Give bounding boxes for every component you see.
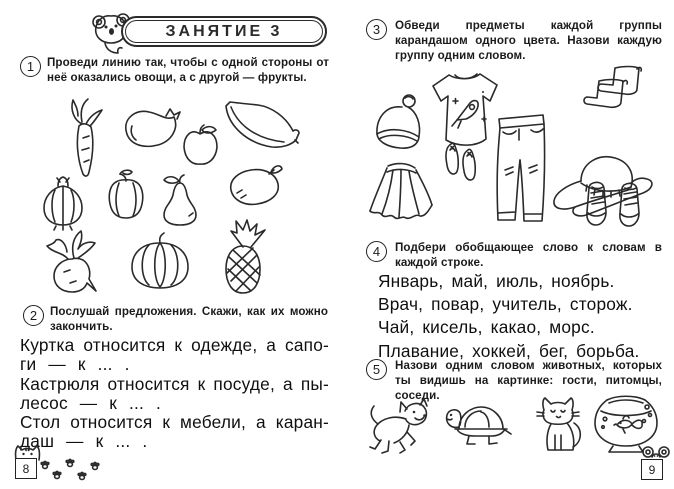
sentence-line: Кастрюля относится к посуде, а пы- [20, 373, 329, 394]
pumpkin-illustration [129, 231, 192, 291]
paw-prints-icon [40, 458, 102, 484]
carrot-illustration [66, 96, 104, 178]
dog-illustration [367, 399, 429, 455]
apple-illustration [182, 124, 219, 166]
skirt-illustration [367, 159, 435, 221]
task1-number: 1 [20, 56, 41, 77]
task5-number: 5 [366, 359, 387, 380]
jeans-illustration [493, 112, 549, 225]
sentence-line: даш — к ... . [20, 431, 148, 452]
boots-illustration [581, 65, 655, 111]
task3-number: 3 [366, 19, 387, 40]
word-row: Январь, май, июль, ноябрь. [378, 271, 615, 291]
task2-sentences [20, 336, 329, 452]
eggplant-illustration [122, 104, 180, 150]
sneakers-illustration [583, 179, 647, 229]
turtle-illustration [441, 401, 513, 447]
sentence-line: Куртка относится к одежде, а сапо- [20, 335, 329, 355]
pear-illustration [159, 174, 201, 226]
task4-word-rows [378, 270, 668, 363]
onion-illustration [42, 176, 84, 230]
word-row: Плавание, хоккей, бег, борьба. [378, 340, 640, 361]
sentence-line: Стол относится к мебели, а каран- [20, 412, 329, 433]
mouse-mascot-icon [642, 444, 670, 460]
bell-pepper-illustration [107, 169, 145, 219]
page-number-left: 8 [15, 458, 37, 479]
banana-illustration [222, 99, 300, 151]
task2-number: 2 [23, 305, 44, 326]
beetroot-illustration [44, 226, 110, 296]
cat-illustration [536, 397, 580, 455]
flat-shoes-illustration [439, 141, 483, 183]
task3-instruction: Обведи предметы каждой группы карандашом одного цвета. Назови каждую группу одним словом. [395, 19, 662, 62]
knitted-hat-illustration [369, 92, 421, 154]
t-shirt-illustration [427, 70, 499, 152]
word-row: Врач, повар, учитель, сторож. [378, 294, 633, 315]
lemon-illustration [227, 161, 283, 209]
task1-instruction: Проведи линию так, чтобы с одной стороны от неё оказались овощи, а с другой — фрукты. [47, 56, 329, 84]
pineapple-illustration [219, 219, 267, 297]
lesson-title: ЗАНЯТИЕ 3 [165, 22, 283, 40]
word-row: Чай, кисель, какао, морс. [378, 317, 595, 338]
task4-number: 4 [366, 241, 387, 262]
lesson-header-badge [121, 16, 327, 47]
sentence-line: лесос — к ... . [20, 392, 162, 413]
task4-instruction: Подбери обобщающее слово к словам в каждой строке. [395, 241, 662, 269]
sentence-line: ги — к ... . [20, 354, 130, 375]
page-number-right: 9 [641, 459, 663, 480]
task5-instruction: Назови одним словом животных, которых ты видишь на картинке: гости, питомцы, соседи. [395, 359, 662, 402]
task2-instruction: Послушай предложения. Скажи, как их можно закончить. [50, 305, 328, 333]
